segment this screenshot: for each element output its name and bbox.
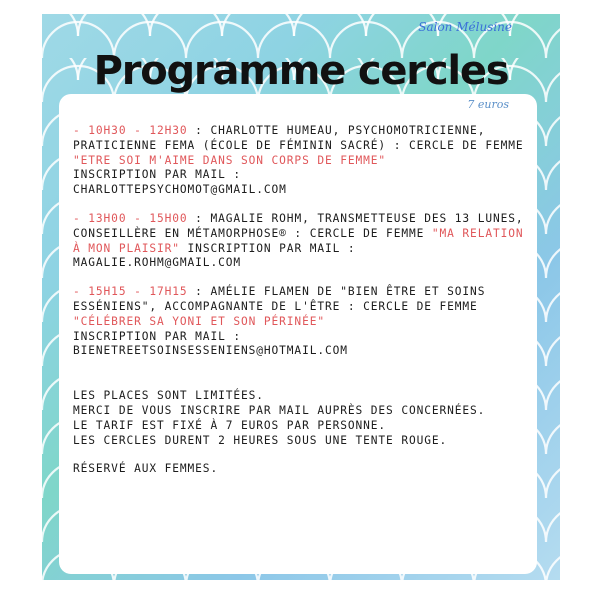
poster-background (42, 14, 560, 580)
session-host: : CHARLOTTE HUMEAU, PSYCHOMOTRICIENNE, PRATICIENNE FEMA (ÉCOLE DE FÉMININ SACRÉ) : CERCLE DE FEMME (73, 124, 524, 152)
signup-label: INSCRIPTION PAR MAIL : (187, 241, 356, 255)
program-content (73, 124, 531, 491)
note-limited-places: LES PLACES SONT LIMITÉES. (73, 389, 264, 403)
spacer (73, 373, 531, 389)
signup-label: INSCRIPTION PAR MAIL : (73, 168, 241, 182)
session-topic: "ETRE SOI M'AIME DANS SON CORPS DE FEMME" (73, 153, 387, 167)
note-women-only: RÉSERVÉ AUX FEMMES. (73, 462, 219, 476)
session-1 (73, 124, 531, 198)
email-link[interactable]: MAGALIE.ROHM@GMAIL.COM (73, 256, 241, 270)
salon-name: Salon Mélusine (418, 20, 512, 34)
session-2 (73, 212, 531, 271)
notes-block (73, 389, 531, 477)
session-time: - 13H00 - 15H00 (73, 211, 188, 225)
program-card (59, 94, 537, 574)
note-duration: LES CERCLES DURENT 2 HEURES SOUS UNE TENTE ROUGE. (73, 433, 448, 447)
note-signup: MERCI DE VOUS INSCRIRE PAR MAIL AUPRÈS DES CONCERNÉES. (73, 403, 486, 417)
session-3 (73, 285, 531, 359)
note-price: LE TARIF EST FIXÉ À 7 EUROS PAR PERSONNE. (73, 418, 387, 432)
email-link[interactable]: CHARLOTTEPSYCHOMOT@GMAIL.COM (73, 183, 287, 197)
signup-label: INSCRIPTION PAR MAIL : (73, 329, 241, 343)
email-link[interactable]: BIENETREETSOINSESSENIENS@HOTMAIL.COM (73, 344, 348, 358)
session-topic: "MA RELATION À MON PLAISIR" (73, 226, 524, 255)
session-topic: "CÉLÉBRER SA YONI ET SON PÉRINÉE" (73, 314, 325, 328)
session-host: : MAGALIE ROHM, TRANSMETTEUSE DES 13 LUNES, CONSEILLÈRE EN MÉTAMORPHOSE® : CERCLE DE FEMME (73, 211, 524, 240)
session-host: : AMÉLIE FLAMEN DE "BIEN ÊTRE ET SOINS ESSÉNIENS", ACCOMPAGNANTE DE L'ÊTRE : CERCLE DE FEMME (73, 285, 486, 313)
session-time: - 10H30 - 12H30 (73, 124, 188, 137)
session-time: - 15H15 - 17H15 (73, 285, 188, 299)
price-label: 7 euros (467, 98, 509, 111)
page-title: Programme cercles (93, 48, 509, 94)
